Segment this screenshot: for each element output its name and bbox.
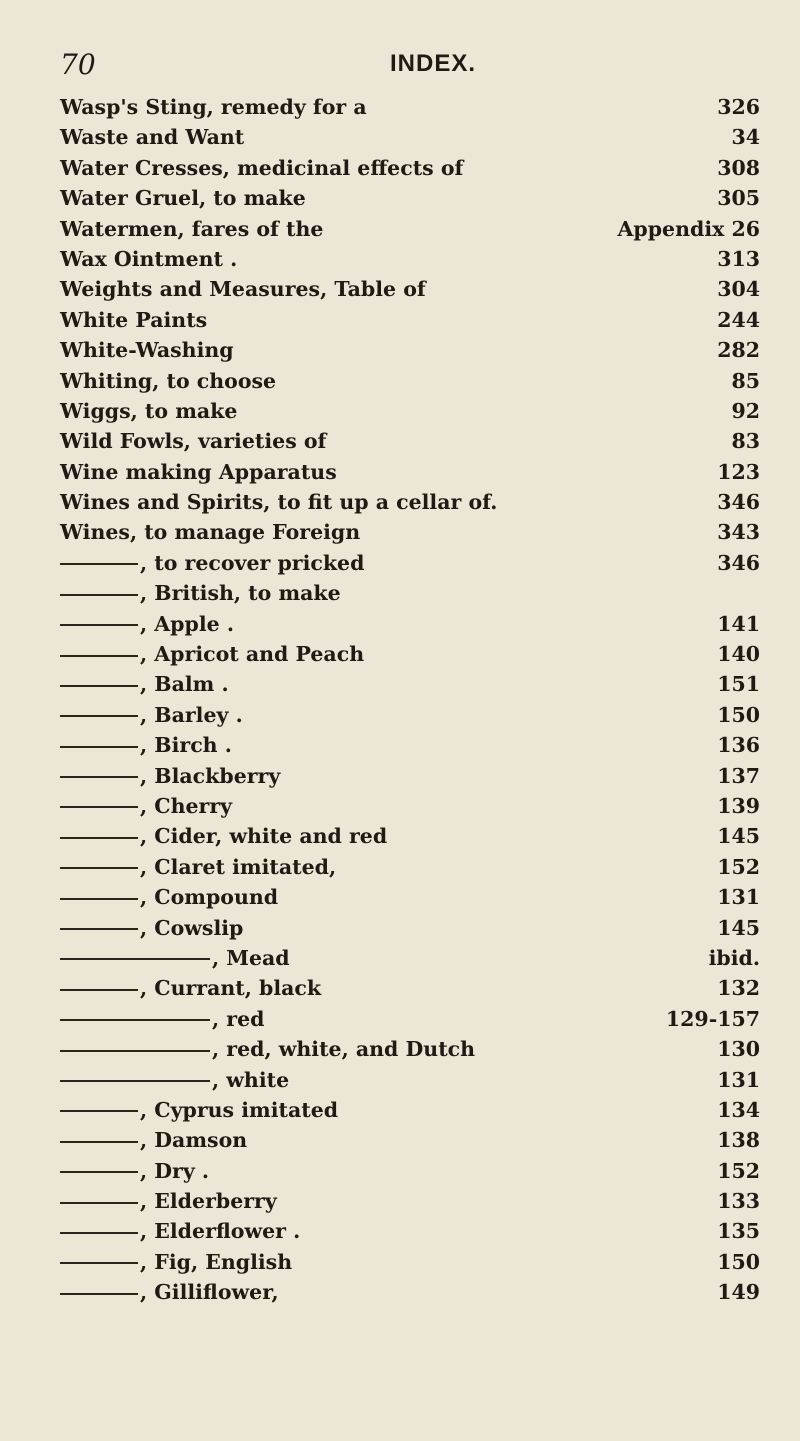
- ditto-dash: [60, 1171, 138, 1173]
- index-term: , Balm .: [140, 672, 229, 697]
- page-reference: Appendix 26: [617, 216, 760, 241]
- index-term: , Damson: [140, 1128, 248, 1153]
- ditto-dash: [60, 1262, 138, 1264]
- index-entry: [60, 153, 760, 183]
- ditto-dash: [60, 958, 210, 960]
- index-term: , Cherry: [140, 793, 233, 818]
- index-term: , red, white, and Dutch: [212, 1037, 476, 1062]
- ditto-dash: [60, 1019, 210, 1021]
- ditto-dash: [60, 837, 138, 839]
- page-reference: 130: [717, 1037, 760, 1062]
- index-entry: [60, 457, 760, 487]
- index-entry: [60, 366, 760, 396]
- index-term: , Blackberry: [140, 763, 281, 788]
- index-entry: [60, 609, 760, 639]
- index-entries: [60, 92, 760, 1308]
- index-entry: [60, 487, 760, 517]
- index-entry: [60, 669, 760, 699]
- index-entry: [60, 1156, 760, 1186]
- index-term: , Compound: [140, 885, 279, 910]
- index-entry: [60, 913, 760, 943]
- index-entry: [60, 305, 760, 335]
- ditto-dash: [60, 1202, 138, 1204]
- index-term: , Mead: [212, 945, 290, 970]
- page-reference: 346: [717, 550, 760, 575]
- index-term: , Dry .: [140, 1158, 210, 1183]
- page-reference: 313: [717, 246, 760, 271]
- index-term: , Cowslip: [140, 915, 244, 940]
- index-term: , Elderflower .: [140, 1219, 301, 1244]
- index-term: , Currant, black: [140, 976, 322, 1001]
- index-entry: [60, 214, 760, 244]
- index-entry: [60, 122, 760, 152]
- ditto-dash: [60, 867, 138, 869]
- index-entry: [60, 761, 760, 791]
- page-reference: 92: [731, 398, 760, 423]
- ditto-dash: [60, 1110, 138, 1112]
- index-term: White Paints: [60, 307, 208, 332]
- index-entry: [60, 548, 760, 578]
- index-term: Water Gruel, to make: [60, 186, 306, 211]
- ditto-dash: [60, 1050, 210, 1052]
- ditto-dash: [60, 806, 138, 808]
- page-reference: 135: [717, 1219, 760, 1244]
- ditto-dash: [60, 898, 138, 900]
- index-term: , British, to make: [140, 581, 341, 606]
- index-term: , Barley .: [140, 702, 243, 727]
- index-term: , Claret imitated,: [140, 854, 337, 879]
- page-number: 70: [60, 48, 96, 81]
- index-entry: [60, 1277, 760, 1307]
- index-entry: [60, 730, 760, 760]
- index-entry: [60, 335, 760, 365]
- index-entry: [60, 1216, 760, 1246]
- running-head: INDEX.: [390, 50, 477, 77]
- page-reference: 83: [731, 429, 760, 454]
- index-entry: [60, 973, 760, 1003]
- page-reference: ibid.: [708, 945, 760, 970]
- page-reference: 145: [717, 915, 760, 940]
- index-term: Water Cresses, medicinal effects of: [60, 155, 464, 180]
- page-reference: 343: [717, 520, 760, 545]
- index-term: , Cider, white and red: [140, 824, 388, 849]
- index-entry: [60, 1125, 760, 1155]
- page-header: [60, 48, 760, 84]
- index-entry: [60, 882, 760, 912]
- page-reference: 304: [717, 277, 760, 302]
- index-term: White-Washing: [60, 338, 234, 363]
- page-reference: 305: [717, 186, 760, 211]
- page-reference: 346: [717, 490, 760, 515]
- index-term: Wax Ointment .: [60, 246, 238, 271]
- index-term: Watermen, fares of the: [60, 216, 324, 241]
- index-term: Waste and Want: [60, 125, 245, 150]
- page-reference: 282: [717, 338, 760, 363]
- index-entry: [60, 1186, 760, 1216]
- index-entry: [60, 1247, 760, 1277]
- ditto-dash: [60, 624, 138, 626]
- page-reference: 150: [717, 1249, 760, 1274]
- page-reference: 145: [717, 824, 760, 849]
- index-entry: [60, 396, 760, 426]
- index-entry: [60, 426, 760, 456]
- page-reference: 139: [717, 793, 760, 818]
- page-reference: 141: [717, 611, 760, 636]
- index-entry: [60, 1065, 760, 1095]
- ditto-dash: [60, 655, 138, 657]
- ditto-dash: [60, 1080, 210, 1082]
- page-reference: 134: [717, 1097, 760, 1122]
- index-term: Wild Fowls, varieties of: [60, 429, 327, 454]
- index-entry: [60, 517, 760, 547]
- ditto-dash: [60, 594, 138, 596]
- ditto-dash: [60, 1293, 138, 1295]
- index-entry: [60, 1034, 760, 1064]
- ditto-dash: [60, 715, 138, 717]
- index-term: Wasp's Sting, remedy for a: [60, 95, 367, 119]
- index-entry: [60, 274, 760, 304]
- page-reference: 131: [717, 885, 760, 910]
- index-entry: [60, 244, 760, 274]
- page-reference: 152: [717, 854, 760, 879]
- page-reference: 133: [717, 1189, 760, 1214]
- ditto-dash: [60, 776, 138, 778]
- ditto-dash: [60, 685, 138, 687]
- page-reference: 129-157: [665, 1006, 760, 1031]
- index-term: , white: [212, 1067, 290, 1092]
- ditto-dash: [60, 928, 138, 930]
- page-reference: 244: [717, 307, 760, 332]
- page-reference: 132: [717, 976, 760, 1001]
- page-reference: 151: [717, 672, 760, 697]
- index-entry: [60, 1095, 760, 1125]
- index-term: , to recover pricked: [140, 550, 365, 575]
- ditto-dash: [60, 563, 138, 565]
- ditto-dash: [60, 1141, 138, 1143]
- index-entry: [60, 821, 760, 851]
- page-reference: 149: [717, 1280, 760, 1305]
- index-entry: [60, 639, 760, 669]
- page-reference: 123: [717, 459, 760, 484]
- index-term: , Apple .: [140, 611, 234, 636]
- index-term: Wine making Apparatus: [60, 459, 337, 484]
- index-entry: [60, 578, 760, 608]
- index-term: Whiting, to choose: [60, 368, 277, 393]
- index-term: Wines and Spirits, to fit up a cellar of.: [60, 490, 498, 515]
- page-reference: 85: [731, 368, 760, 393]
- index-term: , Cyprus imitated: [140, 1097, 339, 1122]
- page-reference: 136: [717, 733, 760, 758]
- page-reference: 150: [717, 702, 760, 727]
- index-entry: [60, 943, 760, 973]
- index-entry: [60, 852, 760, 882]
- page-reference: 308: [717, 155, 760, 180]
- index-term: , Apricot and Peach: [140, 642, 365, 667]
- page-reference: 137: [717, 763, 760, 788]
- index-term: Wiggs, to make: [60, 398, 238, 423]
- page-reference: 152: [717, 1158, 760, 1183]
- index-term: , Birch .: [140, 733, 232, 758]
- index-entry: [60, 1004, 760, 1034]
- index-term: , Elderberry: [140, 1189, 277, 1214]
- index-entry: [60, 700, 760, 730]
- index-term: , Fig, English: [140, 1249, 293, 1274]
- index-term: Wines, to manage Foreign: [60, 520, 361, 545]
- ditto-dash: [60, 1232, 138, 1234]
- index-term: , Gilliflower,: [140, 1280, 279, 1305]
- ditto-dash: [60, 989, 138, 991]
- page-reference: 140: [717, 642, 760, 667]
- page-reference: 326: [717, 95, 760, 119]
- page-reference: 138: [717, 1128, 760, 1153]
- index-term: Weights and Measures, Table of: [60, 277, 426, 302]
- page-reference: 34: [731, 125, 760, 150]
- index-term: , red: [212, 1006, 265, 1031]
- page-reference: 131: [717, 1067, 760, 1092]
- index-entry: [60, 92, 760, 122]
- index-entry: [60, 183, 760, 213]
- index-entry: [60, 791, 760, 821]
- ditto-dash: [60, 746, 138, 748]
